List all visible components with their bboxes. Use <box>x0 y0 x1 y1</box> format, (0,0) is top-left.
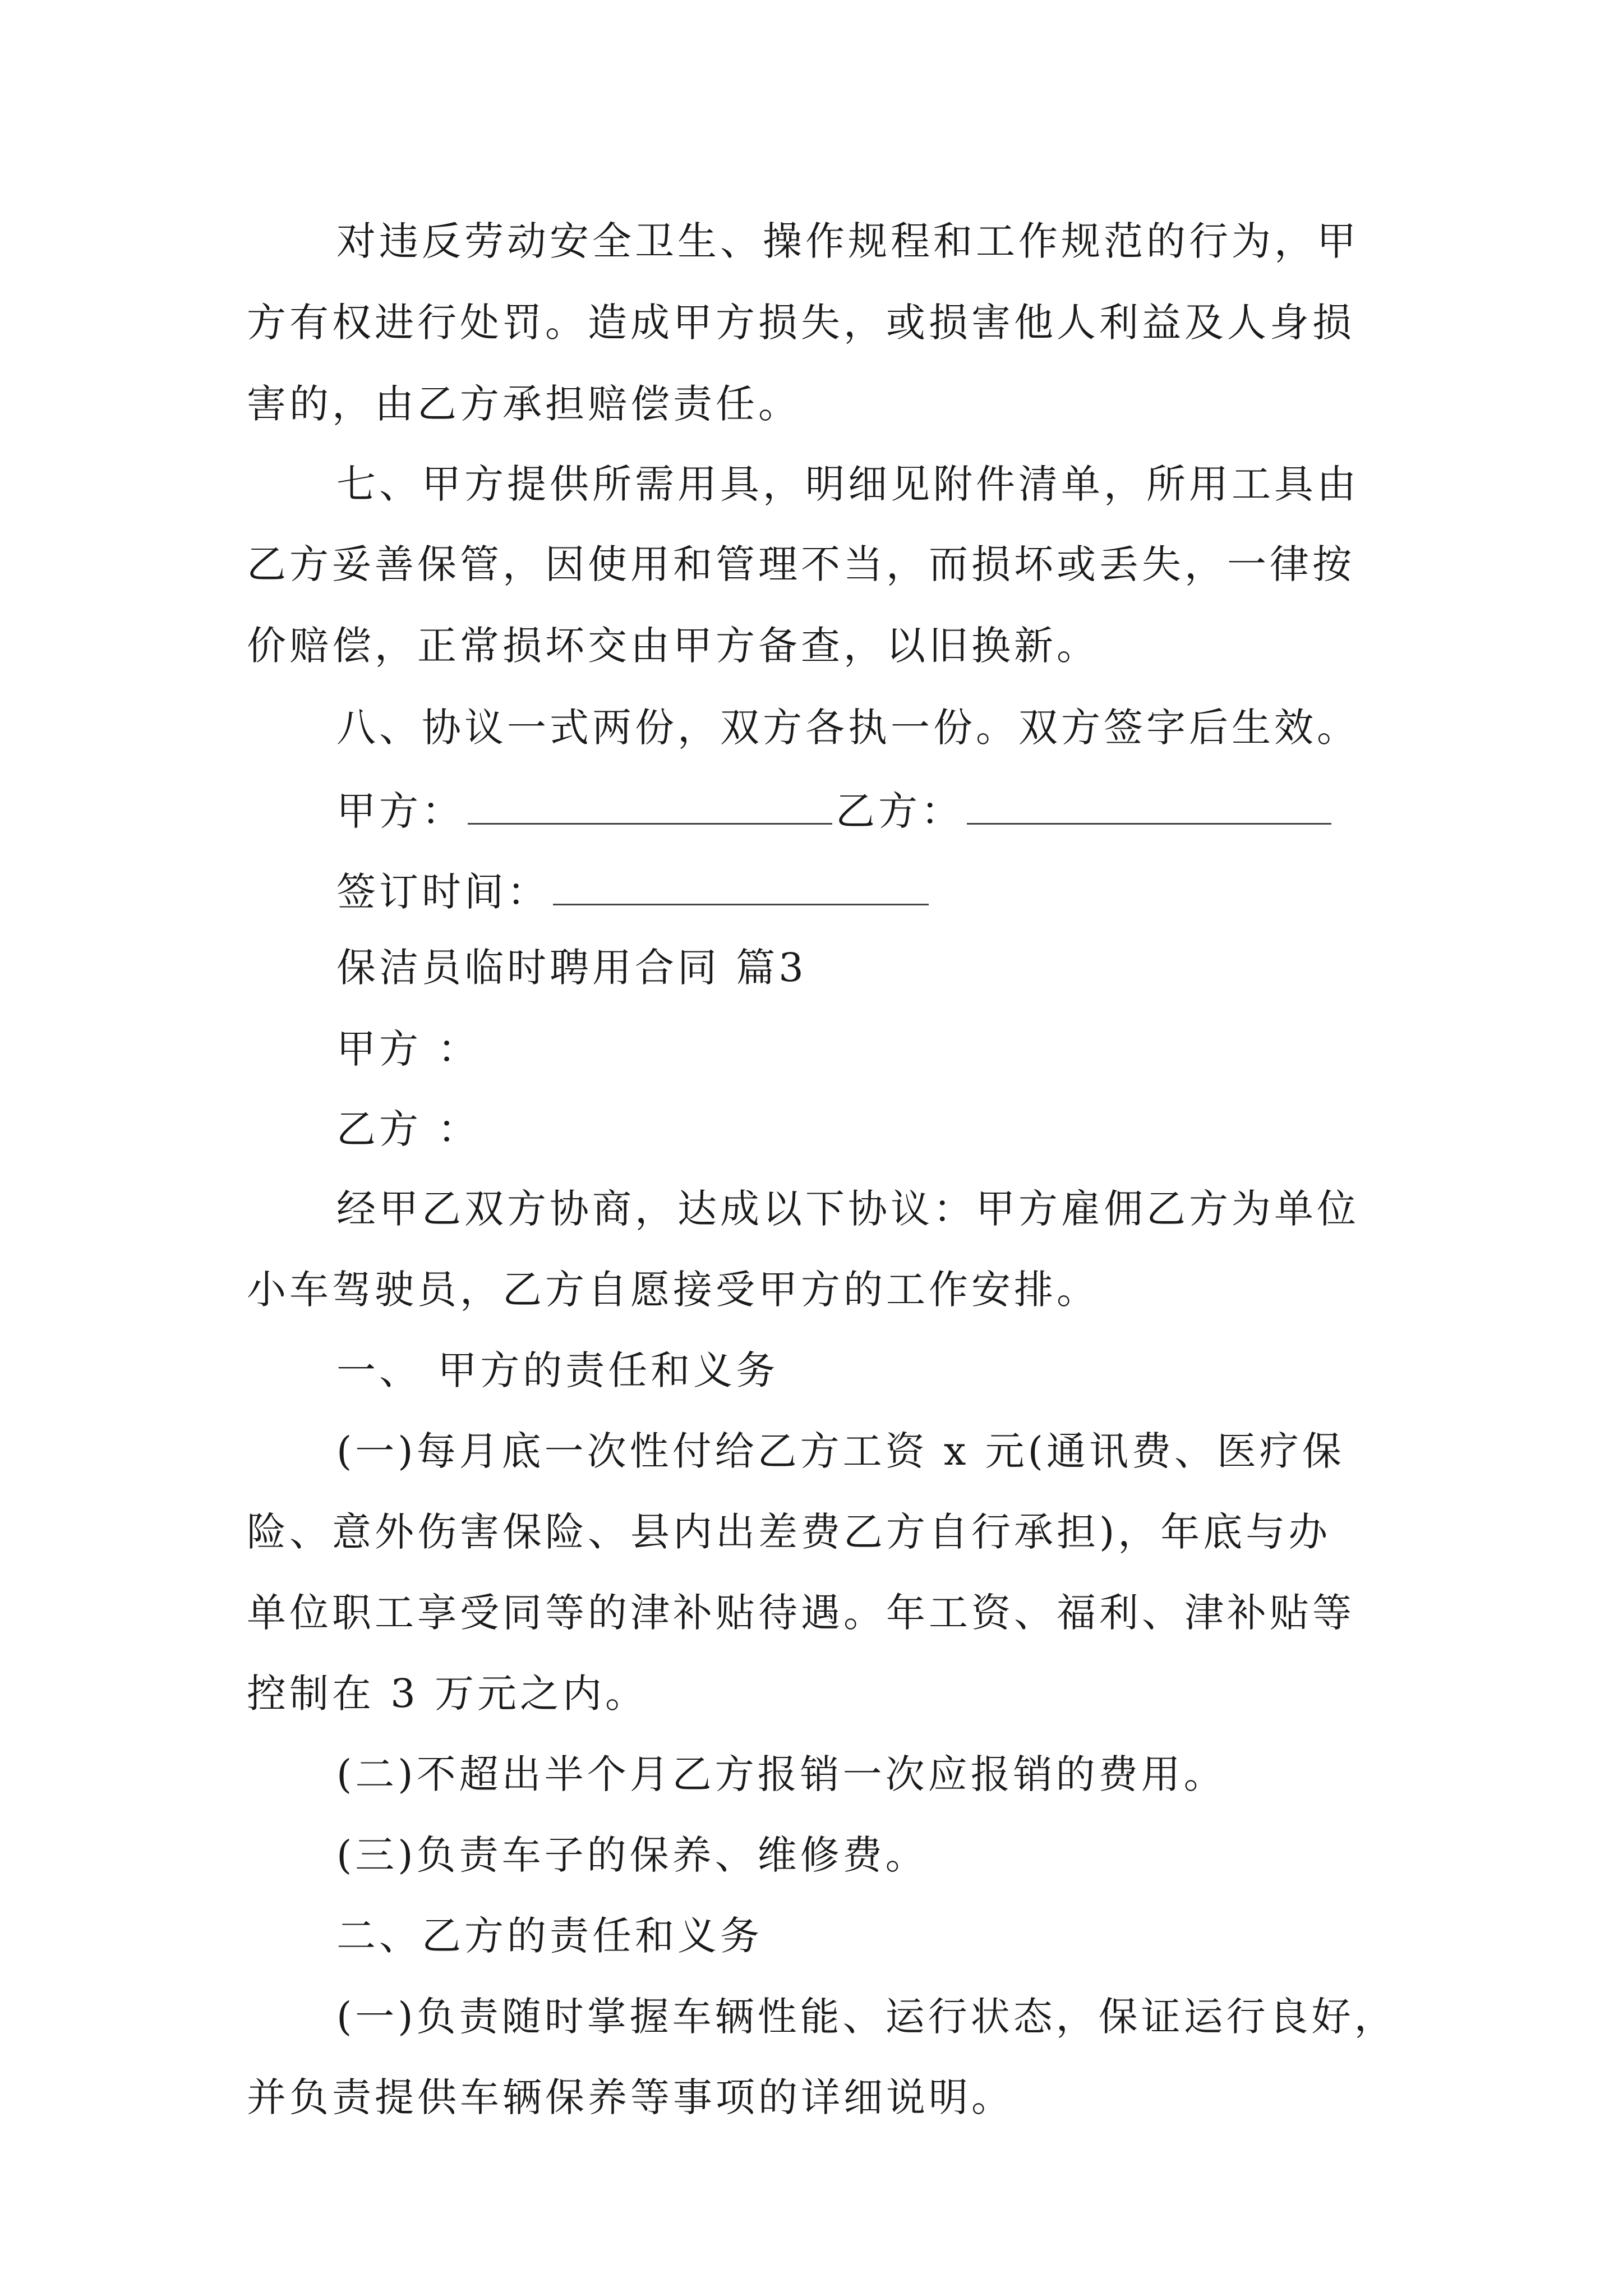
paragraph-line: 单位职工享受同等的津补贴待遇。年工资、福利、津补贴等 <box>247 1590 1355 1636</box>
paragraph-line: 小车驾驶员，乙方自愿接受甲方的工作安排。 <box>247 1267 1099 1313</box>
paragraph-line: 对违反劳动安全卫生、操作规程和工作规范的行为，甲 <box>336 218 1359 264</box>
date-blank <box>553 868 929 905</box>
signature-line <box>336 788 1335 834</box>
party-a-label: 甲方 ： <box>336 1026 481 1072</box>
paragraph-line: 价赔偿，正常损坏交由甲方备查，以旧换新。 <box>247 623 1099 669</box>
paragraph-line: 乙方妥善保管，因使用和管理不当，而损坏或丢失，一律按 <box>247 541 1355 587</box>
paragraph-line: 害的，由乙方承担赔偿责任。 <box>247 381 801 427</box>
party-b-label: 乙方 ： <box>336 1106 481 1152</box>
paragraph-line: 险、意外伤害保险、县内出差费乙方自行承担)，年底与办 <box>247 1509 1331 1555</box>
paragraph-line: 控制在 3 万元之内。 <box>247 1671 648 1717</box>
paragraph-line: (一)负责随时掌握车辆性能、运行状态，保证运行良好， <box>336 1994 1397 2040</box>
paragraph-line: 八、协议一式两份，双方各执一份。双方签字后生效。 <box>336 705 1359 751</box>
paragraph-line: 并负责提供车辆保养等事项的详细说明。 <box>247 2074 1014 2120</box>
party-b-signature-blank <box>967 788 1331 825</box>
section-title: 保洁员临时聘用合同 篇3 <box>336 945 807 991</box>
paragraph-line: 七、甲方提供所需用具，明细见附件清单，所用工具由 <box>336 461 1359 507</box>
paragraph-line: (三)负责车子的保养、维修费。 <box>336 1832 928 1878</box>
paragraph-line: (一)每月底一次性付给乙方工资 x 元(通讯费、医疗保 <box>336 1428 1345 1474</box>
paragraph-line: 方有权进行处罚。造成甲方损失，或损害他人利益及人身损 <box>247 300 1355 346</box>
party-a-signature-label: 甲方： <box>336 788 464 834</box>
paragraph-line: 经甲乙双方协商，达成以下协议：甲方雇佣乙方为单位 <box>336 1186 1359 1232</box>
section-heading: 二、乙方的责任和义务 <box>336 1913 763 1959</box>
party-b-signature-label: 乙方： <box>836 788 963 834</box>
paragraph-line: (二)不超出半个月乙方报销一次应报销的费用。 <box>336 1751 1227 1797</box>
date-label: 签订时间： <box>336 869 550 915</box>
date-line <box>336 868 932 915</box>
section-heading: 一、 甲方的责任和义务 <box>336 1347 779 1393</box>
party-a-signature-blank <box>468 788 832 825</box>
